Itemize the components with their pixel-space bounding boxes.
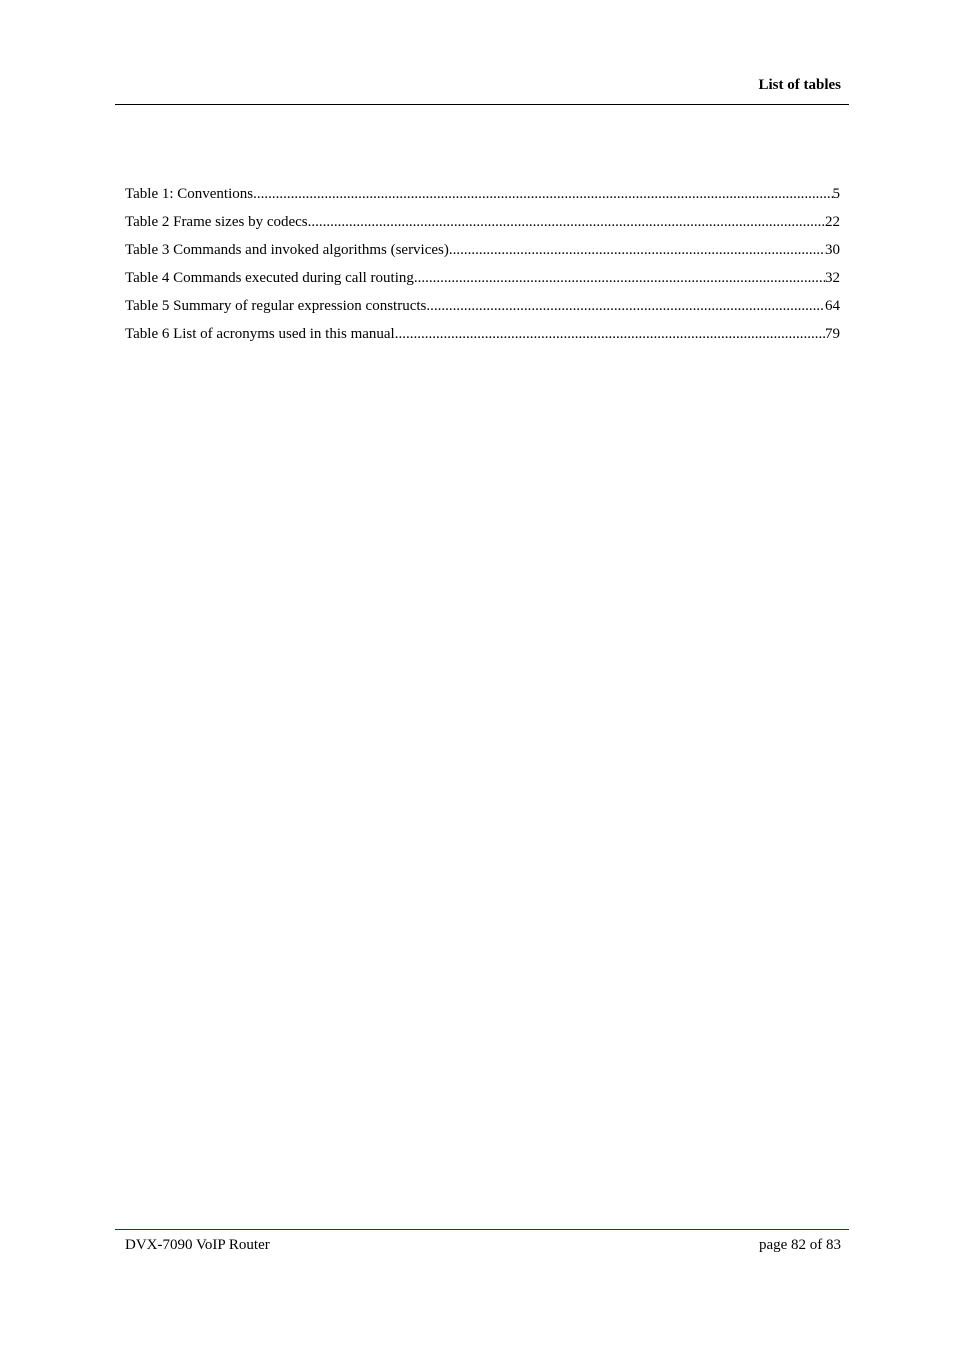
toc-entry-label: Table 3 Commands and invoked algorithms (services) <box>125 242 449 258</box>
toc-entry-page: 64 <box>825 298 840 314</box>
toc-entry-page: 79 <box>825 326 840 342</box>
toc-leader-dots <box>253 185 832 204</box>
toc-entry-page: 30 <box>825 242 840 258</box>
toc-entry-table-1[interactable] <box>125 185 840 213</box>
toc-entry-label: Table 6 List of acronyms used in this manual <box>125 326 395 342</box>
toc-leader-dots <box>414 269 825 288</box>
toc-entry-label: Table 2 Frame sizes by codecs <box>125 214 308 230</box>
page-footer <box>115 1229 849 1253</box>
toc-entry-label: Table 1: Conventions <box>125 186 254 202</box>
toc-entry-table-6[interactable] <box>125 325 840 353</box>
list-of-tables <box>125 185 840 353</box>
toc-entry-table-5[interactable] <box>125 297 840 325</box>
toc-entry-table-4[interactable] <box>125 269 840 297</box>
footer-page-number: page 82 of 83 <box>758 1237 841 1253</box>
toc-leader-dots <box>426 297 825 316</box>
toc-entry-page: 22 <box>825 214 840 230</box>
toc-entry-table-3[interactable] <box>125 241 840 269</box>
footer-product-name: DVX-7090 VoIP Router <box>125 1237 270 1253</box>
toc-leader-dots <box>395 325 825 344</box>
toc-leader-dots <box>308 213 825 232</box>
toc-entry-page: 5 <box>832 186 840 202</box>
toc-entry-page: 32 <box>825 270 840 286</box>
toc-leader-dots <box>449 241 825 260</box>
toc-entry-label: Table 4 Commands executed during call routing <box>125 270 414 286</box>
page-header <box>115 76 849 105</box>
toc-entry-table-2[interactable] <box>125 213 840 241</box>
toc-entry-label: Table 5 Summary of regular expression constructs <box>125 298 427 314</box>
section-title: List of tables <box>758 77 841 93</box>
